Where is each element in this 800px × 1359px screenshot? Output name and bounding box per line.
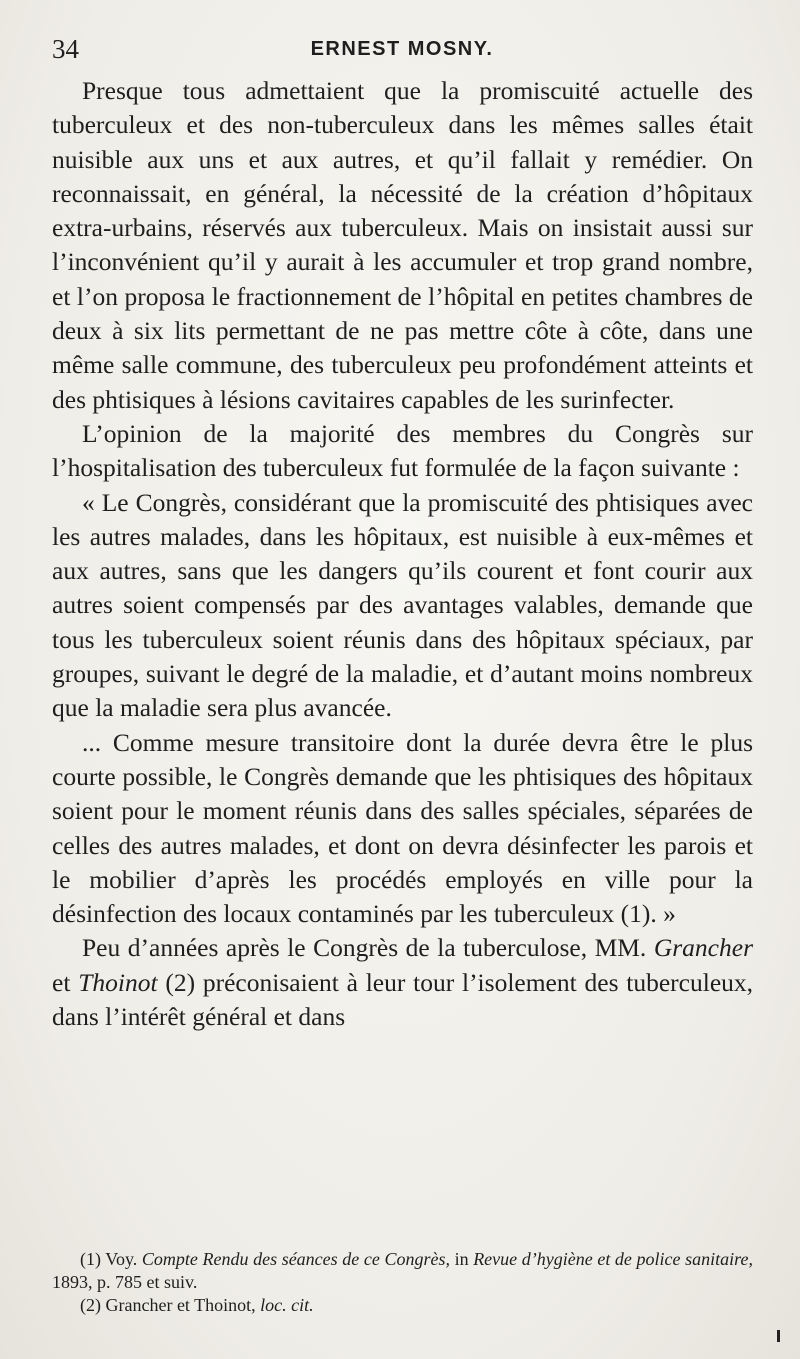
italic-text: Compte Rendu des séances de ce Congrès, [141,1249,450,1269]
italic-text: loc. cit. [260,1295,314,1315]
italic-text: Thoinot [78,967,158,997]
text-run: Presque tous admettaient que la promiscuité actuelle des tuberculeux et des non-tuberculeux dans les mêmes salles était nuisible aux uns et aux autres, et qu’il fallait y remédier. On reconnaissait, en général, la nécessité de la création d’hôpitaux extra-urbains, réservés aux tuberculeux. Mais on insistait aussi sur l’inconvénient qu’il y aurait à les accumuler et trop grand nombre, et l’on proposa le fractionnement de l’hôpital en petites chambres de deux à six lits permettant de ne pas mettre côte à côte, dans une même salle commune, des tuberculeux peu profondément atteints et des phtisiques à lésions cavitaires capables de les surinfecter. [52,76,753,414]
text-run: Peu d’années après le Congrès de la tuberculose, MM. [82,933,654,963]
page-number: 34 [52,34,79,64]
body-text [52,74,753,1034]
running-title: ERNEST MOSNY. [310,38,494,60]
text-run: L’opinion de la majorité des membres du Congrès sur l’hospitalisation des tuberculeux fut formulée de la façon suivante : [52,418,753,483]
text-run: et [52,967,79,997]
text-run: ... Comme mesure transitoire dont la durée devra être le plus courte possible, le Congrès demande que les phtisiques des hôpitaux soient pour le moment réunis dans des salles spéciales, séparées de celles des autres malades, et dont on devra désinfecter les parois et le mobilier d’après les procédés employés en ville pour la désinfection des locaux contaminés par les tuberculeux (1). » [52,727,753,929]
paragraph [52,74,753,417]
paragraph [52,726,753,932]
page-edge-mark [777,1330,780,1342]
italic-text: Revue d’hygiène et de police sanitaire, [473,1249,753,1269]
page-header [52,30,752,70]
text-run: (2) Grancher et Thoinot, [80,1295,261,1315]
footnote [52,1294,753,1317]
text-run: (2) préconisaient à leur tour l’isolement des tuberculeux, dans l’intérêt général et dans [52,967,754,1032]
text-run: « Le Congrès, considérant que la promiscuité des phtisiques avec les autres malades, dans les hôpitaux, est nuisible à eux-mêmes et aux autres, sans que les dangers qu’ils courent et font courir aux autres soient compensés par des avantages valables, demande que tous les tuberculeux soient réunis dans des hôpitaux spéciaux, par groupes, suivant le degré de la maladie, et d’autant moins nombreux que la maladie sera plus avancée. [52,487,753,723]
paragraph [52,417,753,486]
text-run: 1893, p. 785 et suiv. [52,1272,198,1292]
italic-text: Grancher [653,933,753,963]
paragraph [52,486,753,726]
footnote [52,1248,753,1294]
text-run: in [449,1249,474,1269]
footnotes [52,1248,753,1317]
paragraph [52,931,753,1034]
text-run: (1) Voy. [80,1249,142,1269]
